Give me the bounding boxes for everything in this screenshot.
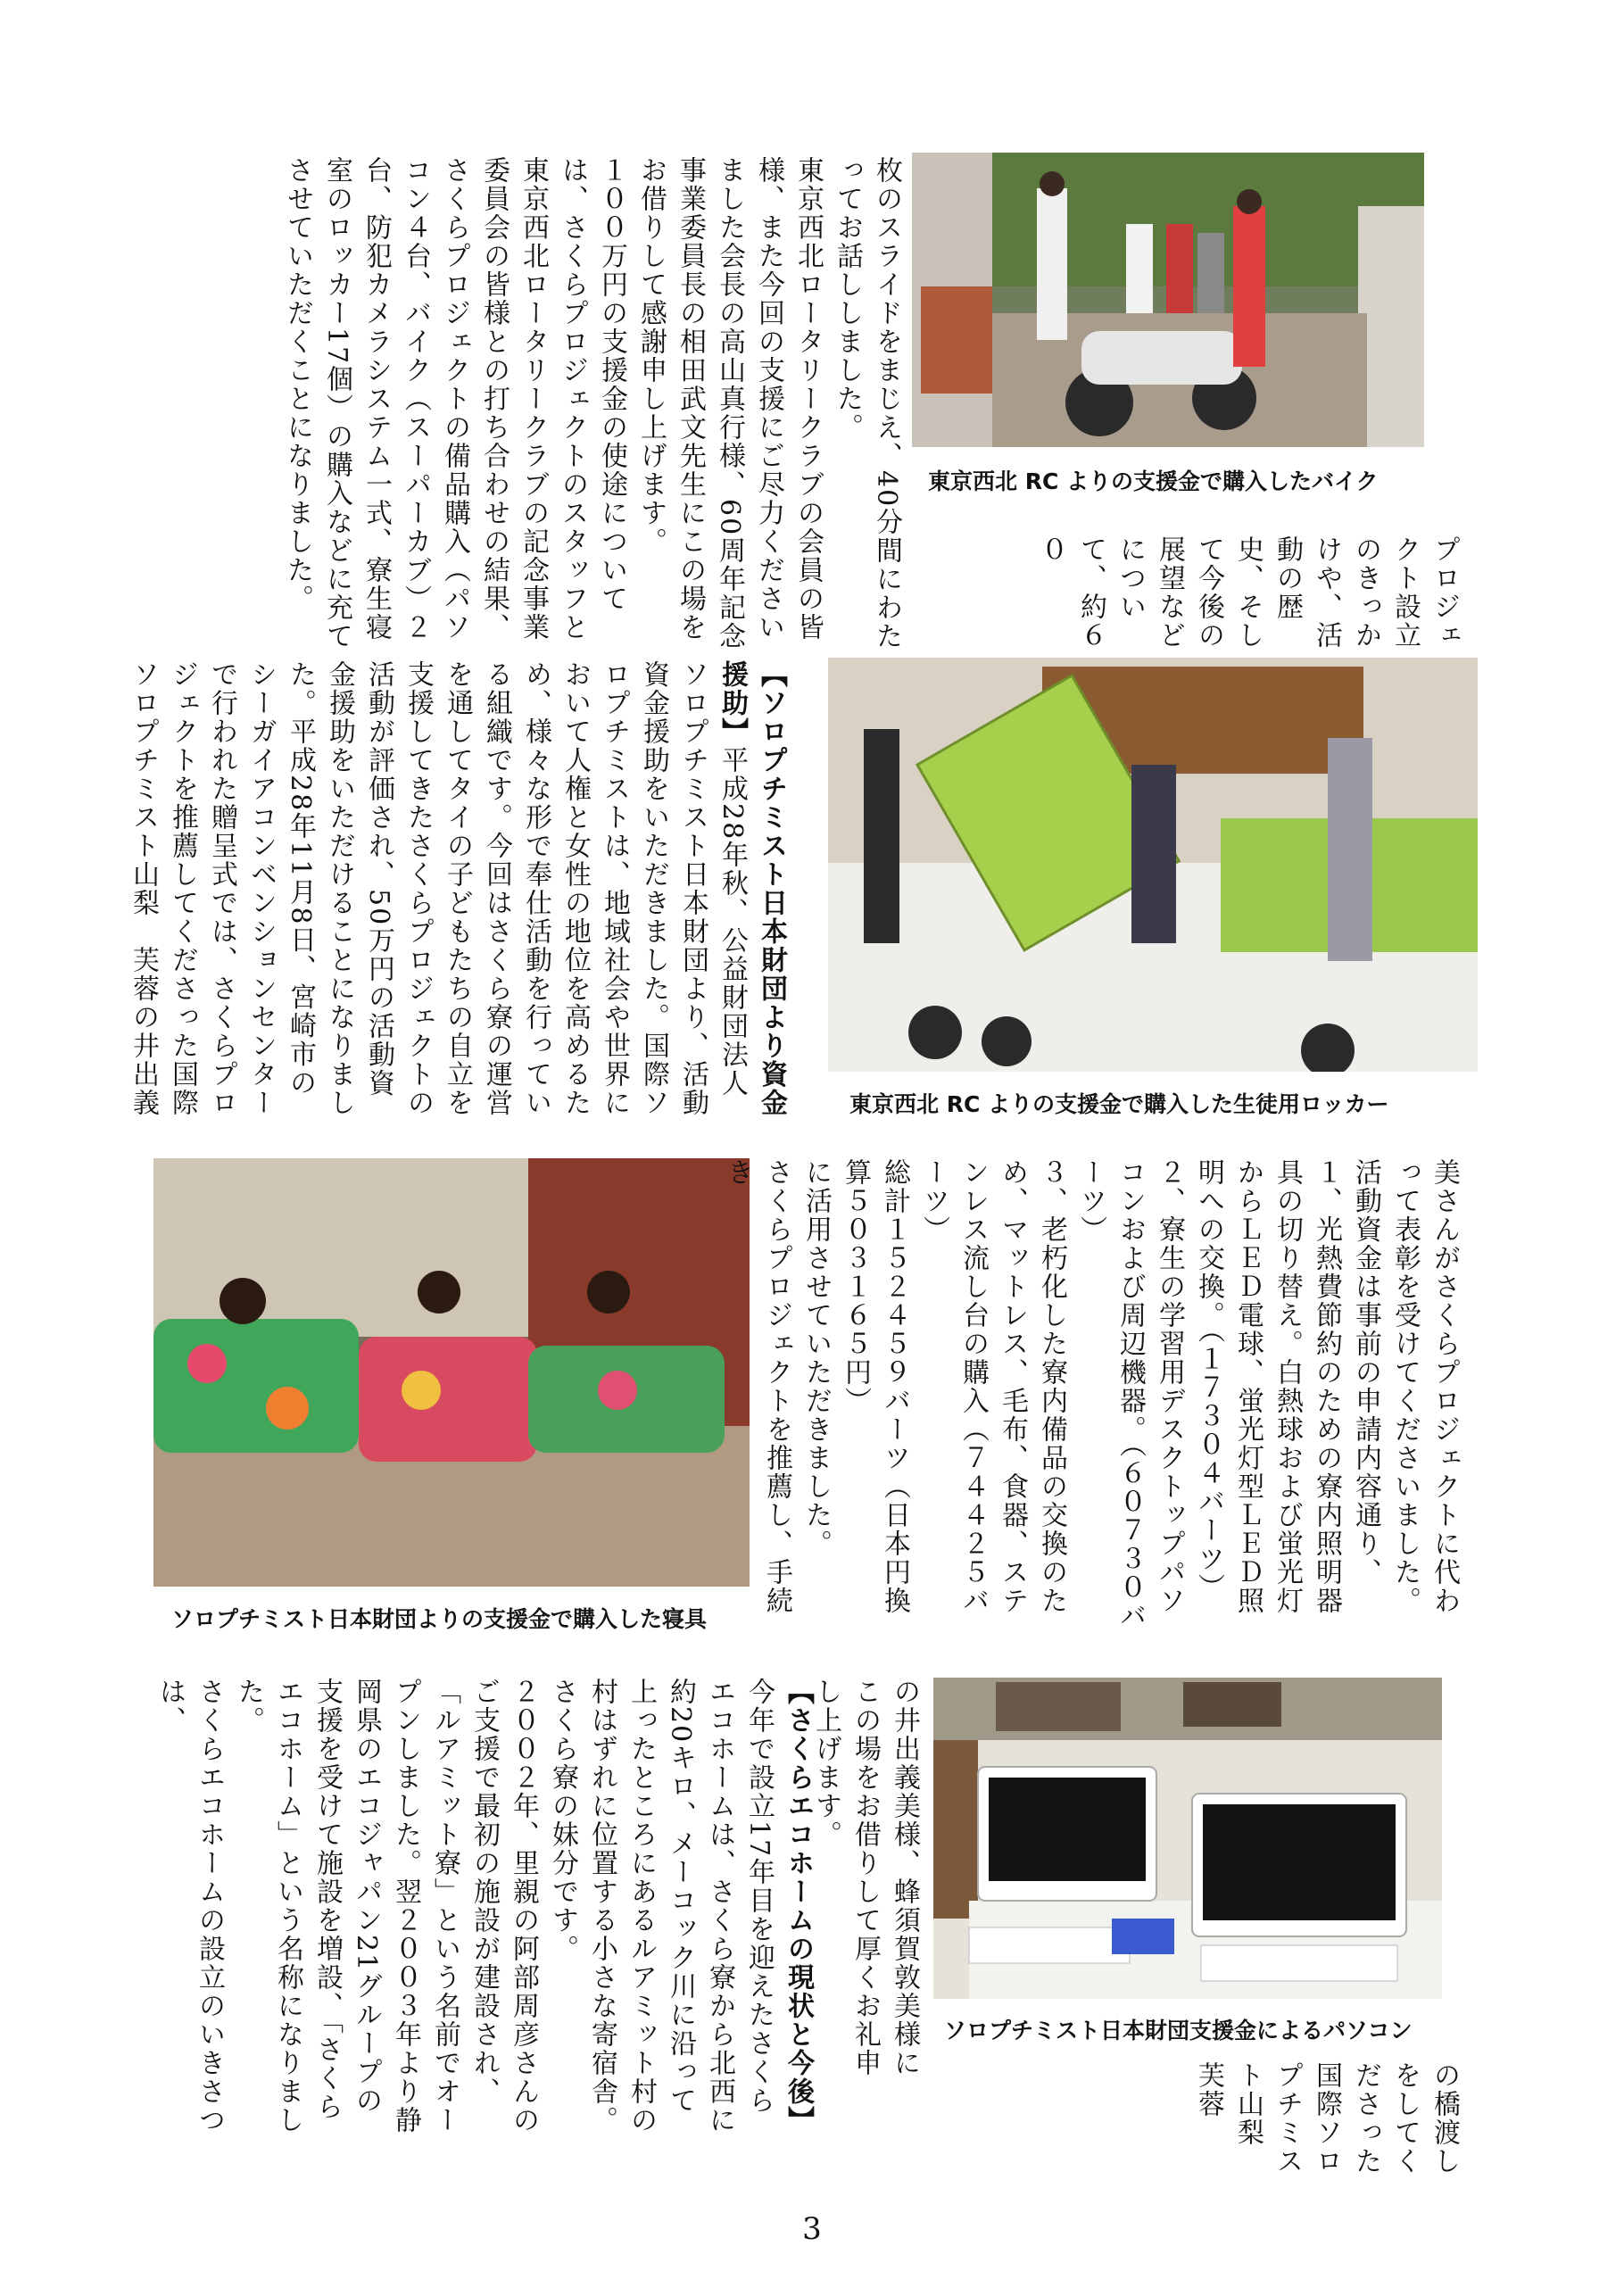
text-thanks: の井出義美様、蜂須賀敦美様にこの場をお借りして厚くお礼申し上げます。 [810,1678,920,2077]
heading-soroptimist: 【ソロプチミスト日本財団より資金援助】 [717,660,787,1117]
text-thanks-short: の橋渡しをしてくださった国際ソロプチミスト山梨 芙蓉 [1193,2061,1460,2176]
photo-lockers [828,658,1478,1072]
photo-computers [933,1678,1442,1999]
photo-motorbike [912,153,1424,447]
photo-bedding [153,1158,750,1587]
caption-bedding: ソロプチミスト日本財団よりの支援金で購入した寝具 [171,1606,708,1632]
ecohome-body: 今年で設立17年目を迎えたさくらエコホームは、さくら寮から北西に約20キロ、メーコック川に沿って上ったところにあるルアミット村の村はずれに位置する小さな寄宿舎。さくら寮の妹分です。 ２００２年、里親の阿部周彦さんのご支援で最初の施設が建設され、「ルアミット寮」という名前でオープンしました。翌２００３年より静岡県のエコジャパン21グループの支援を受けて施設を増設、「さくらエコホーム」という名称になりました。 さくらエコホームの設立のいきさつは、 [154,1678,775,2134]
heading-ecohome: 【さくらエコホームの現状と今後】 [783,1678,814,2134]
text-soroptimist [128,660,830,1124]
page-number: 3 [802,2211,822,2247]
text-ecohome [154,1678,857,2142]
caption-lockers: 東京西北 RC よりの支援金で購入した生徒用ロッカー [849,1091,1389,1117]
soroptimist-body: 平成28年秋、公益財団法人ソロプチミスト日本財団より、活動資金援助をいただきました。国際ソロプチミストは、地域社会や世界において人権と女性の地位を高めるため、様々な形で奉仕活動を行っている組織です。今回はさくら寮の運営を通してタイの子どもたちの自立を支援してきたさくらプロジェクトの活動が評価され、50万円の活動資金援助をいただけることになりました。平成28年11月8日、宮崎市のシーガイアコンベンションセンターで行われた贈呈式では、さくらプロジェクトを推薦してくださった国際ソロプチミスト山梨 芙蓉の井出義 [128,660,748,1117]
caption-bike: 東京西北 RC よりの支援金で購入したバイク [928,468,1379,494]
lockers-photo-icon [828,658,1478,1072]
computer-photo-icon [933,1678,1442,1999]
motorbike-photo-icon [912,153,1424,447]
text-tokyo-short: プロジェクト設立のきっかけや、活動の歴史、そして今後の展望などについて、約６０ [1036,535,1460,650]
caption-computer: ソロプチミスト日本財団支援金によるパソコン [944,2018,1413,2043]
text-tokyo-main: 枚のスライドをまじえ、40分間にわたってお話ししました。 東京西北ロータリークラブの会員の皆様、また今回の支援にご尽力くださいました会長の高山真行様、60周年記念事業委員長の相田武文先生にこの場をお借りして感謝申し上げます。 １００万円の支援金の使途については、さくらプロジェクトのスタッフと東京西北ロータリークラブの記念事業委員会の皆様との打ち合わせの結果、さくらプロジェクトの備品購入（パソコン４台、バイク（スーパーカブ）２台、防犯カメラシステム一式、寮生寝室のロッカー17個）の購入などに充てさせていただくことになりました。 [282,156,902,651]
bedding-photo-icon [153,1158,750,1587]
text-funds: 美さんがさくらプロジェクトに代わって表彰を受けてくださいました。 活動資金は事前の申請内容通り、 １、光熱費節約のための寮内照明器具の切り替え。白熱球および蛍光灯からＬＥＤ電球、蛍光灯型ＬＥＤ照明への交換。（１７３０４バーツ） ２、寮生の学習用デスクトップパソコンおよび周辺機器。（６０７３０バーツ） ３、老朽化した寮内備品の交換のため、マットレス、毛布、食器、ステンレス流し台の購入（７４４２５バーツ） 総計１５２４５９バーツ（日本円換算５０３１６５円） に活用させていただきました。 さくらプロジェクトを推薦し、手続き [722,1158,1460,1630]
